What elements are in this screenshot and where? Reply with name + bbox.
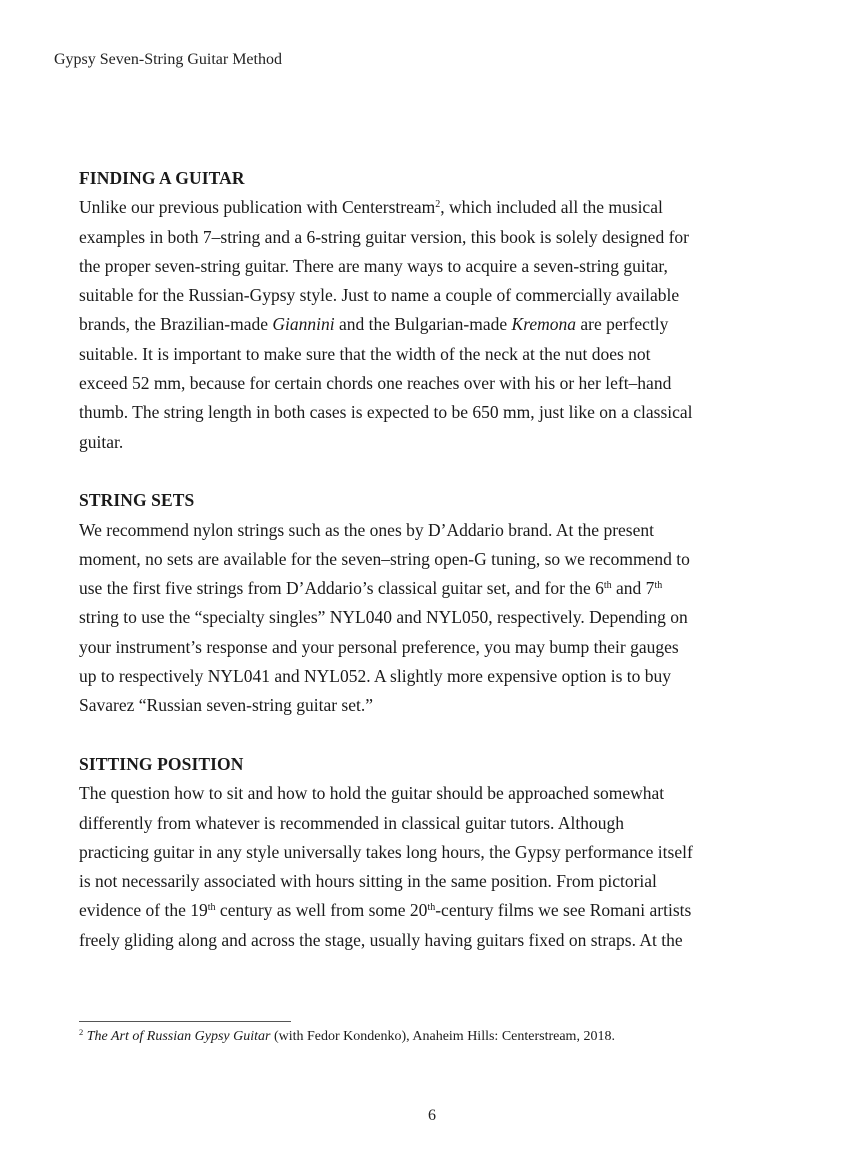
text-line: differently from whatever is recommended in classical guitar tutors. Although [79, 812, 624, 833]
footnote [79, 1028, 615, 1046]
text-line: The question how to sit and how to hold the guitar should be approached somewhat [79, 783, 665, 804]
section-paragraph [79, 193, 779, 457]
superscript: th [603, 580, 612, 592]
text-line: thumb. The string length in both cases is expected to be 650 mm, just like on a classical [79, 402, 693, 423]
footnote-marker: 2 [79, 1027, 84, 1037]
text-line: evidence of the 19th century as well from some 20th-century films we see Romani artists [79, 900, 692, 921]
section-sitting-position [79, 750, 779, 955]
text-line: is not necessarily associated with hours sitting in the same position. From pictorial [79, 871, 657, 892]
text-line: exceed 52 mm, because for certain chords one reaches over with his or her left–hand [79, 373, 672, 394]
text-line: moment, no sets are available for the seven–string open-G tuning, so we recommend to [79, 548, 690, 569]
page-body [79, 164, 779, 955]
text-line: up to respectively NYL041 and NYL052. A slightly more expensive option is to buy [79, 666, 672, 687]
section-string-sets [79, 486, 779, 720]
section-heading: SITTING POSITION [79, 753, 244, 774]
text-line: examples in both 7–string and a 6-string guitar version, this book is solely designed for [79, 226, 689, 247]
superscript: th [207, 902, 216, 914]
page-number: 6 [428, 1107, 436, 1124]
footnote-citation: (with Fedor Kondenko), Anaheim Hills: Centerstream, 2018. [270, 1029, 615, 1044]
superscript: th [427, 902, 436, 914]
italic-term: Kremona [511, 314, 577, 335]
section-paragraph [79, 779, 779, 955]
text-line: your instrument’s response and your personal preference, you may bump their gauges [79, 636, 679, 657]
running-header: Gypsy Seven-String Guitar Method [54, 51, 282, 68]
text-line: practicing guitar in any style universally takes long hours, the Gypsy performance itself [79, 841, 693, 862]
text-line: use the first five strings from D’Addario’s classical guitar set, and for the 6th and 7th [79, 578, 663, 599]
footnote-book-title: The Art of Russian Gypsy Guitar [86, 1029, 271, 1044]
section-heading: FINDING A GUITAR [79, 168, 245, 188]
text-line: the proper seven-string guitar. There are many ways to acquire a seven-string guitar, [79, 255, 668, 276]
text-line: Unlike our previous publication with Centerstream$^2$, which included all the musical [79, 197, 663, 218]
text-line: Savarez “Russian seven-string guitar set.” [79, 695, 374, 716]
section-finding-a-guitar [79, 164, 779, 457]
superscript: th [654, 580, 663, 592]
text-line: freely gliding along and across the stage, usually having guitars fixed on straps. At the [79, 929, 683, 950]
superscript: 2 [435, 199, 441, 211]
section-heading: STRING SETS [79, 490, 195, 511]
text-line: brands, the Brazilian-made Giannini and the Bulgarian-made Kremona are perfectly [79, 314, 669, 335]
text-line: suitable for the Russian-Gypsy style. Just to name a couple of commercially available [79, 285, 680, 306]
text-line: suitable. It is important to make sure that the width of the neck at the nut does not [79, 343, 651, 364]
text-line: guitar. [79, 431, 124, 452]
section-paragraph [79, 516, 779, 721]
footnote-separator [79, 1021, 291, 1022]
italic-term: Giannini [272, 314, 335, 335]
text-line: We recommend nylon strings such as the ones by D’Addario brand. At the present [79, 519, 654, 540]
text-line: string to use the “specialty singles” NYL040 and NYL050, respectively. Depending on [79, 607, 688, 628]
